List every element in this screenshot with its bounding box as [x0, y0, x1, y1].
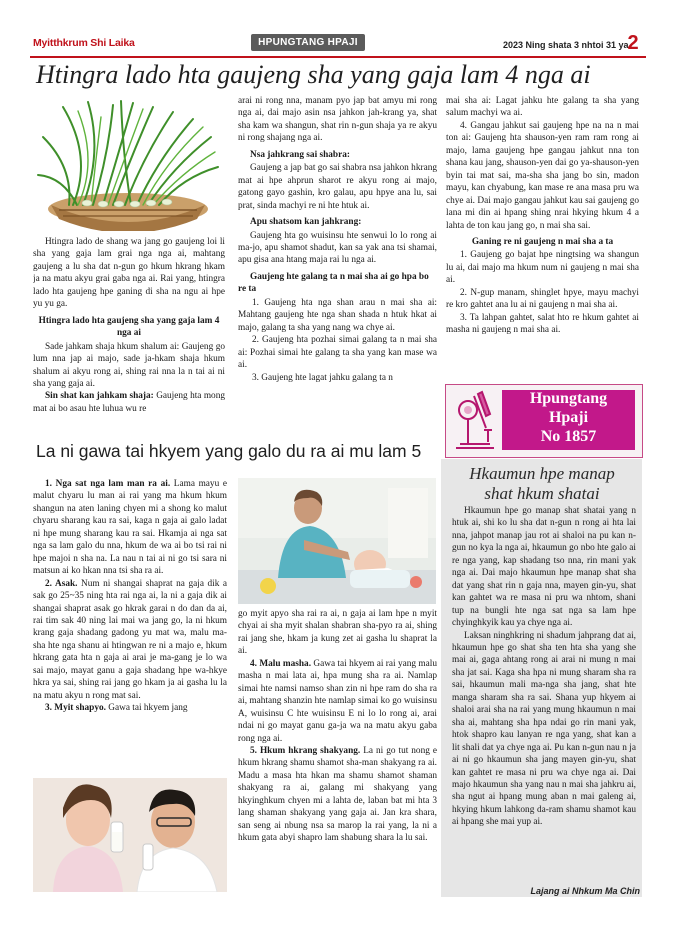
subheading: Nsa jahkrang sai shabra: — [250, 149, 350, 160]
paragraph: Gaujeng a jap bat go sai shabra nsa jahkon hkrang mat ai hpe ahprun sharot re akyu rong ai majo, gatong gayo gashin, kro galau, apu hpye ana lu, sai prat, sinda machyi re ni hte htuk ai. — [238, 163, 437, 211]
paragraph: Laksan ninghkring ni shadum jahprang dat ai, hkaumun hpe go shat sha ten hta sha yang she mai ai, gaga ahtang rong ai arai ni mung n mai sha jat sai. Kaga sha hpa ni mung sharam sha ra sai, hkaumun mali ma-nga sha jang, shat hte manga sharam sha ra sai. Shana yup hkyem ai shaloi arai sha na rai yang mung hkaumun n mai sha ai, mahtang sha hpa ndai go rin mani yak, htok shapro kau lanyan re nga yang, shat kan a lit shali dat ya chye nga ai. Pu kan n-gun nau n ja ai ni go hkaumun sha jang mayen gin-yu, shat kan gahtet re masa ni pru wa chye nga ai. Dai majo hkaumun sha yang nau n mai sha jahkru ai, sha ngut ai hpang mung aban n mai galeng ai, hkying hkum lahkong da-ram shamu shamot kau ai hpang she mai yup ai. — [452, 630, 636, 828]
list-item: 4. Gangau jahkut sai gaujeng hpe na na n mai ton ai: Gaujeng hta shauson-yen ram ram rong ai majo, lama gaujeng hpe gangau jahkut nna ton shana kau jang, shauson-yen dai go ya-shauson-yen byin tai mat sai, ma-sha sha jang bo sin, madon mayu, kan chyabung, kan mase re ana masa pru wa chye ai. Dai majo gangau jahkut kau sai gaujeng go lana mi din ai hpang shing nrai hkying hkum 4 a lahta de ton kau jang go, n mai sha sai. — [446, 120, 639, 231]
badge-issue-number: No 1857 — [540, 428, 597, 445]
numbered-heading: 3. Myit shapyo. — [45, 703, 106, 714]
subheading: Gaujeng hte galang ta n mai sha ai go hpa bo re ta — [238, 271, 429, 295]
page-number: 2 — [627, 32, 639, 54]
microscope-icon — [448, 386, 502, 456]
list-item: 3. Ta lahpan gahtet, salat hto re hkum gahtet ai masha ni gaujeng n mai sha ai. — [446, 312, 639, 336]
couple-milk-image — [33, 778, 227, 892]
paragraph-text: Gaujeng hta mong mat ai bo asau hte luhua wu re — [33, 391, 225, 414]
subheading: Htingra lado hta gaujeng sha yang gaja lam 4 nga ai — [38, 315, 220, 339]
list-item: 2. Gaujeng hta pozhai simai galang ta n mai sha ai: Pozhai simai hte galang ta sha yang kan mase wa ai. — [238, 335, 437, 371]
masthead-banner-label: HPUNGTANG HPAJI — [258, 37, 358, 48]
issue-date: 2023 Ning shata 3 nhtoi 31 ya — [503, 40, 629, 50]
article3-headline-line2: shat hkum shatai — [484, 484, 600, 504]
paragraph-text: Gawa tai hkyem jang — [105, 703, 188, 714]
paragraph-text: Num ni shangai shaprat na gaja dik a sak go 25~35 ning hta rai nga ai, la ni a gaja dik ai shangai shaprat asak go hkrak garai n do dan da ai, rai tim sak 40 ning lai mai wa jang go, la ni hkum krang gaja shadang gadong yu mat wa, malu ma-sha hte nga shanu ai htingwan re ni a majo e, hkum hkrang gata hta n gaja ai arai je ma-gang je lo wa sai majo, mayat ganu a gaja shadang hpe wa-hkye hkra ya sai, shing rai jang go hkam ja ai gasha lu la na matu akyu n rong mat sai. — [33, 578, 227, 701]
badge-title-line1: Hpungtang — [529, 390, 608, 407]
article2-column-1 — [33, 478, 227, 780]
paragraph-text: Lama mayu e malut chyaru lu man ai rai yang ma hkum hkum shangun na aten laning chyen mi a shong ko malut chyaru sharang kau ra sai, kaga n gaja ai galo ladat ni hpe mung sharang kau ra sai. Hkamja ai nga sat nga sa lam galo du nna, hkum de wa ai bo tsi rai ni hpe majoi n sha na. La nau n tai ai ni go tsi sara ni matsun ai ko hkan nna tsi sha ra ai. — [33, 479, 227, 577]
article2-headline: La ni gawa tai hkyem yang galo du ra ai mu lam 5 — [36, 441, 422, 461]
paragraph: go myit apyo sha rai ra ai, n gaja ai lam hpe n myit chyai ai sha myit shalan shabran sha-pyo ra ai, shing rai jang she, hkam ja kung zet ai gasha lu shaprat la ai. — [238, 609, 437, 657]
numbered-heading: 4. Malu masha. — [250, 658, 312, 669]
father-baby-image — [238, 478, 436, 604]
list-item: 1. Gaujeng hta nga shan arau n mai sha ai: Mahtang gaujeng hte nga shan shada n htuk hkat ai majo, galang ta sha yang nang wa chye ai. — [238, 297, 437, 333]
article3-headline-line1: Hkaumun hpe manap — [469, 464, 615, 483]
inline-subheading: Sin shat kan jahkam shaja: — [45, 391, 154, 402]
author-byline: Lajang ai Nhkum Ma Chin — [530, 886, 640, 896]
article1-column-2 — [238, 95, 437, 432]
green-onion-basket-image — [33, 97, 223, 231]
badge-title-line2: Hpaji — [548, 409, 589, 426]
paragraph-text: Gawa tai hkyem ai rai yang malu masha n mai lata ai, hpa mung sha ra ai. Namlap simai hte namsi namso shan zin ni hpe ram do sha ra ai, mahtang shanzin hte namlap simai ko go wuisinsu A, wuisinsu C hte wuisinsu E ni lo lo rong ai, arai ndai ni go mayat ganu ga-ja wa na matu akyu gaba rong nga ai. — [238, 658, 437, 744]
paragraph: arai ni rong nna, manam pyo jap bat amyu mi rong nga ai, dai majo asin nsa jahkon jah-krang ya, shat sha kam wa shangun, shat rin n-gun shaja ya re akyu ni rong shajang nga ai. — [238, 96, 437, 144]
subheading: Apu shatsom kan jahkrang: — [250, 217, 362, 228]
list-item: 1. Gaujeng go bajat hpe ningtsing wa shangun lu ai, dai majo ma hkum num ni gaujeng n mai sha ai. — [446, 250, 639, 286]
paragraph: Htingra lado de shang wa jang go gaujeng loi li sha yang gaja lam grai nga nga ai, mahtang gaujeng a lu sha dat n-gun go hkum hkrang hkam ja na matu akyu grai gaba nga ai. Rai yang, htingra lado hta gaujeng hpe ganing di sha na ngu ai hpe yu yu ga. — [33, 237, 225, 310]
article3-headline — [452, 464, 632, 505]
numbered-heading: 5. Hkum hkrang shakyang. — [250, 745, 361, 756]
paragraph: Sade jahkam shaja hkum shalum ai: Gaujeng go lum nna jap ai majo, sade ja-hkam shaja hkum shalum ai akyu rong ai, shing rai nna la n tai ai ni sha yang gaja ai. — [33, 341, 225, 389]
article2-column-2 — [238, 608, 437, 896]
list-item: 3. Gaujeng hte lagat jahku galang ta n — [252, 372, 393, 383]
list-item: 2. N-gup manam, shinglet hpye, mayu machyi re kro gahtet ana lu ai ni gaujeng n mai sha ai. — [446, 287, 639, 311]
paragraph-text: La ni go tut nong e hkum hkrang shamu shamot sha-man shakyang ra ai. Madu a masa hta hkan ma shamu shamot shaman shakyang ra ai, galang mi shakyang yang hkyinghkum chyen mi a lahta de, laban bat mi hta 3 lang shaman shakyang yang gaja ai. Jan kra shara, san seng ai nbung nsa sa marop la rai yang, la ni a hkum gata abyi shapro lam shabung shara la lu sai. — [238, 745, 437, 844]
numbered-heading: 2. Asak. — [45, 578, 78, 589]
article1-column-1 — [33, 236, 225, 421]
article1-column-3 — [446, 95, 639, 380]
paragraph: Gaujeng hta go wuisinsu hte senwui lo lo rong ai ma-jo, apu shamot shadut, kan sa yak ana tsi shamai, apu gisa ana htang maja rai lu nga ai. — [238, 230, 437, 266]
article3-body — [452, 505, 636, 883]
paragraph: mai sha ai: Lagat jahku hte galang ta sha yang salum machyi wa ai. — [446, 96, 639, 119]
subheading: Ganing re ni gaujeng n mai sha a ta — [471, 236, 614, 247]
numbered-heading: 1. Nga sat nga lam man ra ai. — [45, 479, 171, 489]
paragraph: Hkaumun hpe go manap shat shatai yang n htuk ai, shi ko lu sha dat n-gun n rong ai hta lai nna, jahpot manap jau rot ai shaloi na pu kan n-gun no kya la nga ai, hkaumun go nbo hte galo ai re nga yang, kap shadang tso nna, rin mani yak nga ai. Dai majo hkaumun hpe manap shat sha dat yang shat rin n gaja nna, mayen gin-yu, shat kan gahtet wa re masa ni pru wa nhtom, shani tup na bungli hte nga sat nga sa lam hpe chyinghkyik kau ya chye nga ai. — [452, 506, 636, 629]
masthead-banner — [251, 34, 365, 51]
masthead-section-title: Myitthkrum Shi Laika — [33, 37, 135, 49]
article1-headline: Htingra lado hta gaujeng sha yang gaja lam 4 nga ai — [36, 60, 591, 89]
header-rule — [30, 56, 646, 58]
